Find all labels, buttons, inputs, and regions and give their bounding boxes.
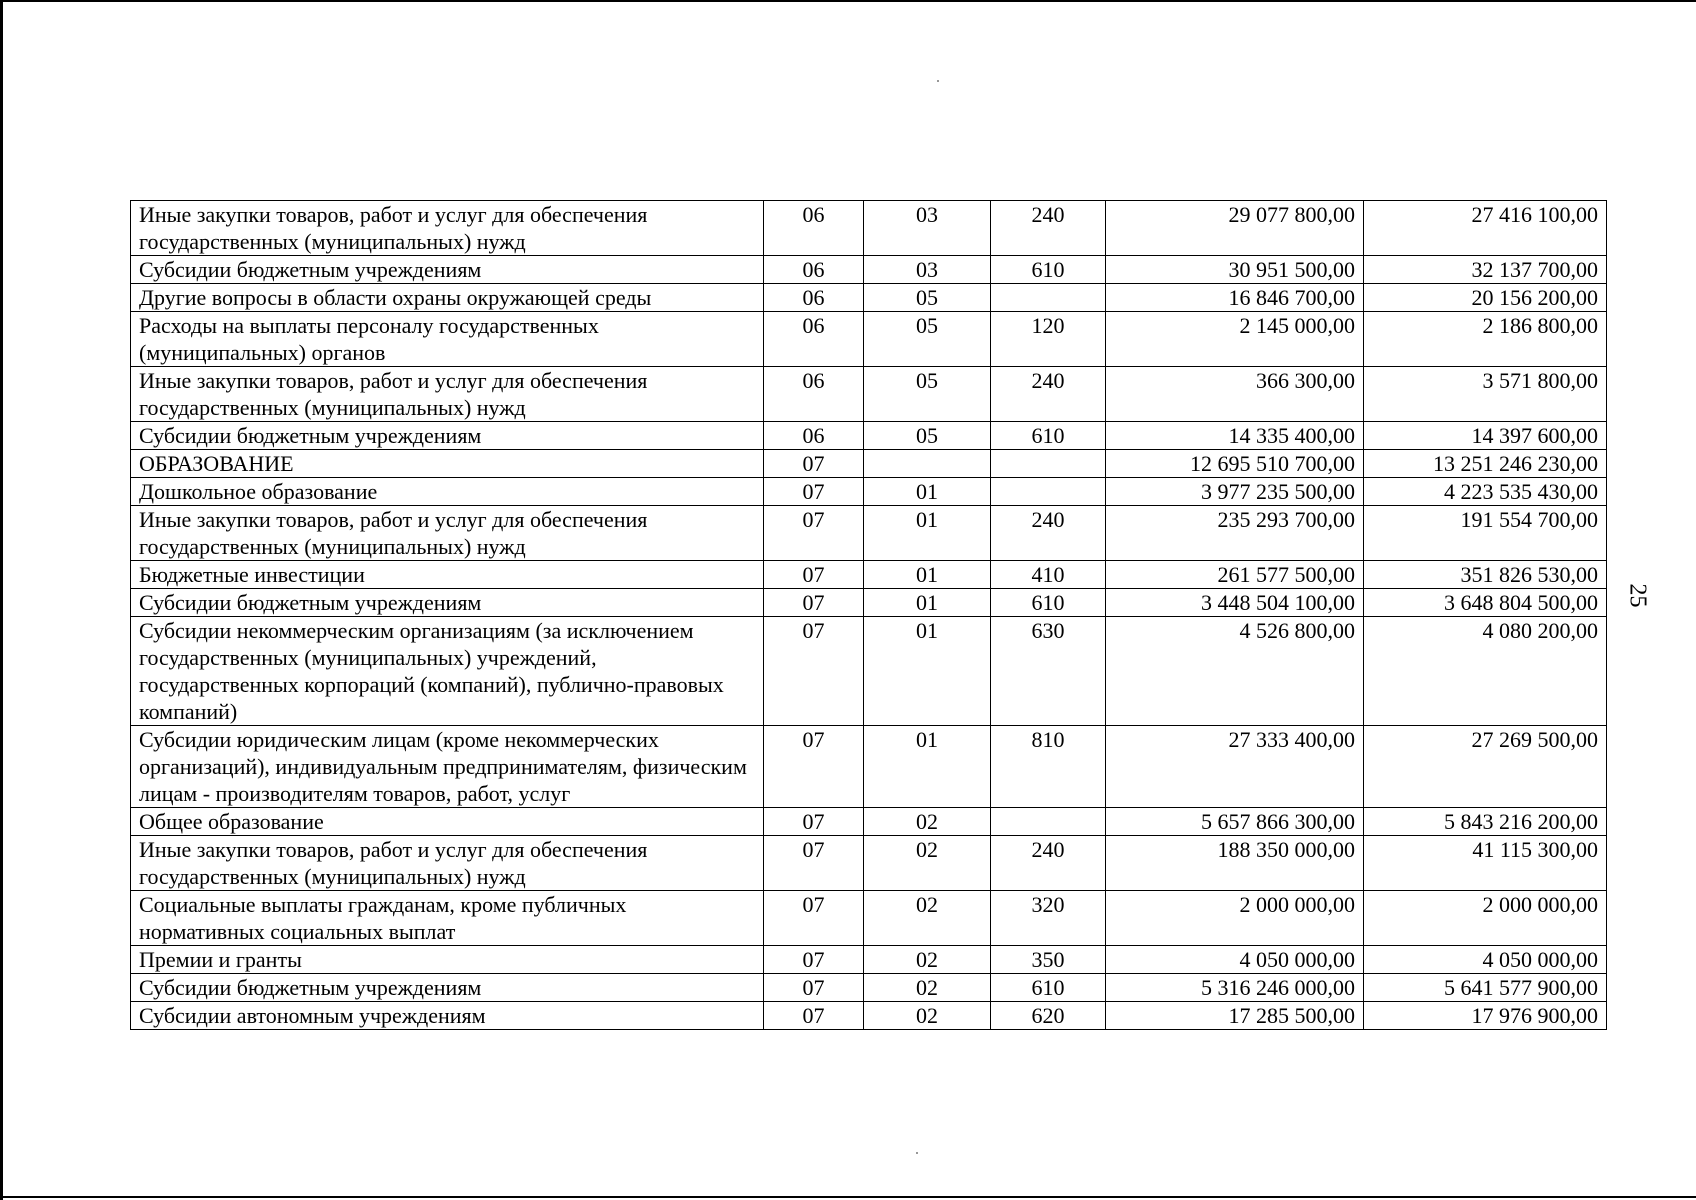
row-subsection-cell: 01 (864, 589, 991, 617)
table-row (131, 808, 1607, 836)
row-subsection-cell: 01 (864, 478, 991, 506)
row-section-cell: 07 (764, 561, 864, 589)
table-row (131, 478, 1607, 506)
budget-table-body (131, 201, 1607, 1030)
table-row (131, 450, 1607, 478)
page-number: 25 (1624, 583, 1651, 608)
row-expense-type-cell (991, 808, 1106, 836)
scan-speck (916, 1152, 918, 1154)
row-subsection-cell: 05 (864, 312, 991, 367)
row-name-cell: Другие вопросы в области охраны окружающей среды (131, 284, 764, 312)
row-expense-type-cell: 810 (991, 726, 1106, 808)
row-amount-year1-cell: 30 951 500,00 (1106, 256, 1364, 284)
row-amount-year1-cell: 4 526 800,00 (1106, 617, 1364, 726)
table-row (131, 367, 1607, 422)
row-name-cell: Субсидии бюджетным учреждениям (131, 974, 764, 1002)
row-expense-type-cell: 610 (991, 256, 1106, 284)
table-row (131, 312, 1607, 367)
row-amount-year2-cell: 41 115 300,00 (1364, 836, 1607, 891)
table-row (131, 422, 1607, 450)
row-name-cell: Расходы на выплаты персоналу государственных (муниципальных) органов (131, 312, 764, 367)
row-name-cell: Субсидии юридическим лицам (кроме некоммерческих организаций), индивидуальным предпринимателям, физическим лицам - производителям товаров, работ, услуг (131, 726, 764, 808)
row-expense-type-cell (991, 450, 1106, 478)
row-amount-year1-cell: 188 350 000,00 (1106, 836, 1364, 891)
row-amount-year1-cell: 29 077 800,00 (1106, 201, 1364, 256)
row-subsection-cell: 01 (864, 617, 991, 726)
row-name-cell: Дошкольное образование (131, 478, 764, 506)
row-section-cell: 07 (764, 726, 864, 808)
row-section-cell: 06 (764, 312, 864, 367)
row-subsection-cell: 02 (864, 974, 991, 1002)
row-amount-year1-cell: 261 577 500,00 (1106, 561, 1364, 589)
row-name-cell: Субсидии некоммерческим организациям (за исключением государственных (муниципальных) учреждений, государственных корпораций (компаний), публично-правовых компаний) (131, 617, 764, 726)
row-amount-year2-cell: 13 251 246 230,00 (1364, 450, 1607, 478)
row-amount-year1-cell: 235 293 700,00 (1106, 506, 1364, 561)
table-row (131, 946, 1607, 974)
row-section-cell: 07 (764, 808, 864, 836)
row-name-cell: Общее образование (131, 808, 764, 836)
scan-edge-top (0, 0, 1696, 2)
row-amount-year2-cell: 4 050 000,00 (1364, 946, 1607, 974)
row-amount-year2-cell: 2 186 800,00 (1364, 312, 1607, 367)
table-row (131, 201, 1607, 256)
row-section-cell: 07 (764, 891, 864, 946)
row-amount-year2-cell: 3 571 800,00 (1364, 367, 1607, 422)
row-amount-year1-cell: 3 977 235 500,00 (1106, 478, 1364, 506)
row-section-cell: 06 (764, 201, 864, 256)
table-row (131, 1002, 1607, 1030)
row-section-cell: 06 (764, 367, 864, 422)
row-amount-year1-cell: 17 285 500,00 (1106, 1002, 1364, 1030)
scan-edge-left (0, 0, 3, 1200)
row-subsection-cell: 01 (864, 561, 991, 589)
row-name-cell: Иные закупки товаров, работ и услуг для обеспечения государственных (муниципальных) нужд (131, 836, 764, 891)
row-subsection-cell (864, 450, 991, 478)
row-expense-type-cell: 120 (991, 312, 1106, 367)
table-row (131, 836, 1607, 891)
row-section-cell: 07 (764, 946, 864, 974)
row-name-cell: Бюджетные инвестиции (131, 561, 764, 589)
row-amount-year1-cell: 2 145 000,00 (1106, 312, 1364, 367)
row-section-cell: 06 (764, 284, 864, 312)
row-expense-type-cell: 610 (991, 422, 1106, 450)
row-amount-year1-cell: 4 050 000,00 (1106, 946, 1364, 974)
table-row (131, 726, 1607, 808)
row-expense-type-cell: 610 (991, 589, 1106, 617)
table-row (131, 561, 1607, 589)
row-amount-year1-cell: 3 448 504 100,00 (1106, 589, 1364, 617)
table-row (131, 256, 1607, 284)
row-amount-year1-cell: 12 695 510 700,00 (1106, 450, 1364, 478)
row-subsection-cell: 05 (864, 422, 991, 450)
row-subsection-cell: 05 (864, 284, 991, 312)
row-amount-year1-cell: 14 335 400,00 (1106, 422, 1364, 450)
row-expense-type-cell: 240 (991, 201, 1106, 256)
row-amount-year2-cell: 351 826 530,00 (1364, 561, 1607, 589)
row-amount-year1-cell: 5 316 246 000,00 (1106, 974, 1364, 1002)
row-subsection-cell: 02 (864, 1002, 991, 1030)
row-amount-year2-cell: 5 843 216 200,00 (1364, 808, 1607, 836)
table-row (131, 617, 1607, 726)
row-expense-type-cell: 350 (991, 946, 1106, 974)
row-name-cell: Социальные выплаты гражданам, кроме публичных нормативных социальных выплат (131, 891, 764, 946)
row-amount-year2-cell: 5 641 577 900,00 (1364, 974, 1607, 1002)
row-amount-year2-cell: 27 269 500,00 (1364, 726, 1607, 808)
row-amount-year2-cell: 2 000 000,00 (1364, 891, 1607, 946)
row-expense-type-cell: 240 (991, 367, 1106, 422)
budget-table-container (130, 200, 1606, 1030)
row-section-cell: 07 (764, 506, 864, 561)
scan-edge-bottom (0, 1196, 1696, 1198)
table-row (131, 506, 1607, 561)
row-expense-type-cell (991, 478, 1106, 506)
row-name-cell: Премии и гранты (131, 946, 764, 974)
row-name-cell: Иные закупки товаров, работ и услуг для обеспечения государственных (муниципальных) нужд (131, 506, 764, 561)
row-section-cell: 07 (764, 450, 864, 478)
row-subsection-cell: 03 (864, 256, 991, 284)
table-row (131, 284, 1607, 312)
row-name-cell: Субсидии бюджетным учреждениям (131, 589, 764, 617)
row-amount-year1-cell: 27 333 400,00 (1106, 726, 1364, 808)
budget-table (130, 200, 1607, 1030)
row-subsection-cell: 02 (864, 946, 991, 974)
row-name-cell: Субсидии бюджетным учреждениям (131, 422, 764, 450)
row-subsection-cell: 02 (864, 836, 991, 891)
row-expense-type-cell: 620 (991, 1002, 1106, 1030)
row-section-cell: 06 (764, 256, 864, 284)
row-amount-year1-cell: 16 846 700,00 (1106, 284, 1364, 312)
row-section-cell: 07 (764, 617, 864, 726)
row-section-cell: 06 (764, 422, 864, 450)
row-amount-year2-cell: 191 554 700,00 (1364, 506, 1607, 561)
row-subsection-cell: 02 (864, 891, 991, 946)
row-amount-year1-cell: 366 300,00 (1106, 367, 1364, 422)
row-amount-year2-cell: 20 156 200,00 (1364, 284, 1607, 312)
table-row (131, 589, 1607, 617)
row-name-cell: Субсидии бюджетным учреждениям (131, 256, 764, 284)
row-expense-type-cell (991, 284, 1106, 312)
row-section-cell: 07 (764, 974, 864, 1002)
row-subsection-cell: 01 (864, 506, 991, 561)
row-amount-year1-cell: 5 657 866 300,00 (1106, 808, 1364, 836)
table-row (131, 891, 1607, 946)
scan-speck (937, 80, 939, 82)
row-amount-year1-cell: 2 000 000,00 (1106, 891, 1364, 946)
row-amount-year2-cell: 3 648 804 500,00 (1364, 589, 1607, 617)
row-expense-type-cell: 240 (991, 506, 1106, 561)
row-name-cell: ОБРАЗОВАНИЕ (131, 450, 764, 478)
row-name-cell: Иные закупки товаров, работ и услуг для обеспечения государственных (муниципальных) нужд (131, 201, 764, 256)
row-name-cell: Субсидии автономным учреждениям (131, 1002, 764, 1030)
row-section-cell: 07 (764, 478, 864, 506)
row-amount-year2-cell: 4 223 535 430,00 (1364, 478, 1607, 506)
row-subsection-cell: 02 (864, 808, 991, 836)
row-amount-year2-cell: 27 416 100,00 (1364, 201, 1607, 256)
row-section-cell: 07 (764, 836, 864, 891)
table-row (131, 974, 1607, 1002)
row-section-cell: 07 (764, 589, 864, 617)
row-section-cell: 07 (764, 1002, 864, 1030)
row-subsection-cell: 03 (864, 201, 991, 256)
row-expense-type-cell: 320 (991, 891, 1106, 946)
row-expense-type-cell: 610 (991, 974, 1106, 1002)
row-amount-year2-cell: 14 397 600,00 (1364, 422, 1607, 450)
row-name-cell: Иные закупки товаров, работ и услуг для обеспечения государственных (муниципальных) нужд (131, 367, 764, 422)
row-expense-type-cell: 630 (991, 617, 1106, 726)
row-expense-type-cell: 410 (991, 561, 1106, 589)
row-subsection-cell: 05 (864, 367, 991, 422)
row-amount-year2-cell: 4 080 200,00 (1364, 617, 1607, 726)
row-amount-year2-cell: 17 976 900,00 (1364, 1002, 1607, 1030)
row-subsection-cell: 01 (864, 726, 991, 808)
row-expense-type-cell: 240 (991, 836, 1106, 891)
row-amount-year2-cell: 32 137 700,00 (1364, 256, 1607, 284)
